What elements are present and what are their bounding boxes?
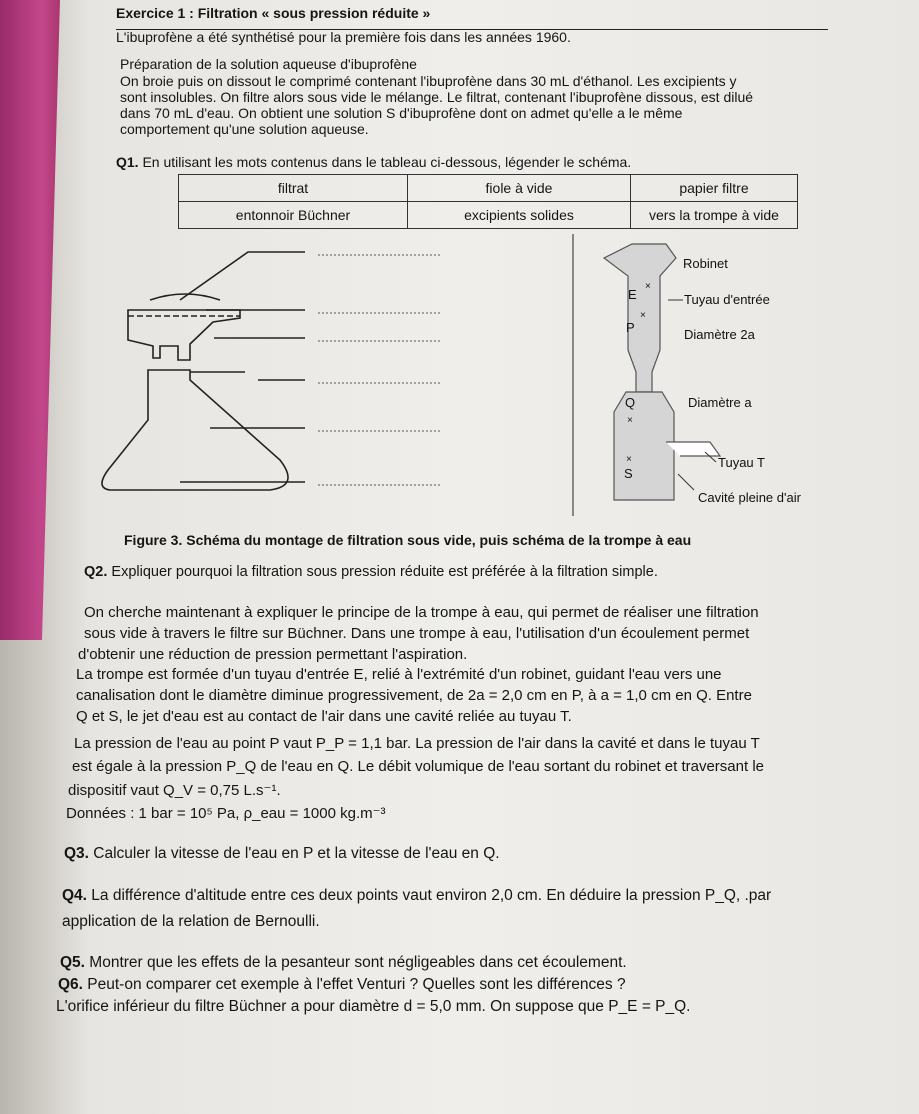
body-line: On cherche maintenant à expliquer le principe de la trompe à eau, qui permet de réaliser une filtration xyxy=(84,604,759,621)
body-line: canalisation dont le diamètre diminue progressivement, de 2a = 2,0 cm en P, à a = 1,0 cm en Q. Entre xyxy=(76,687,752,704)
point-p-label: P xyxy=(626,320,635,335)
diametre-a-label: Diamètre a xyxy=(688,395,752,410)
preparation-line: dans 70 mL d'eau. On obtient une solution S d'ibuprofène dont on admet qu'elle a le même xyxy=(120,105,683,121)
question-6-text: Peut-on comparer cet exemple à l'effet Venturi ? Quelles sont les différences ? xyxy=(87,976,626,993)
final-statement: L'orifice inférieur du filtre Büchner a pour diamètre d = 5,0 mm. On suppose que P_E = P_Q. xyxy=(56,998,691,1015)
question-5-text: Montrer que les effets de la pesanteur sont négligeables dans cet écoulement. xyxy=(89,954,627,971)
question-3-text: Calculer la vitesse de l'eau en P et la vitesse de l'eau en Q. xyxy=(93,845,500,862)
point-s-label: S xyxy=(624,466,633,481)
word-cell: vers la trompe à vide xyxy=(631,202,798,229)
question-4 xyxy=(62,887,771,904)
body-line: La trompe est formée d'un tuyau d'entrée E, relié à l'extrémité d'un robinet, guidant l'eau vers une xyxy=(76,666,722,683)
word-cell: excipients solides xyxy=(408,202,631,229)
question-4-label: Q4. xyxy=(62,887,87,904)
preparation-line: comportement qu'une solution aqueuse. xyxy=(120,121,369,137)
question-3 xyxy=(64,845,500,862)
question-4-continued: application de la relation de Bernoulli. xyxy=(62,913,320,930)
cavite-label: Cavité pleine d'air xyxy=(698,490,801,505)
trompe-cavity xyxy=(614,392,674,500)
question-6-label: Q6. xyxy=(58,976,83,993)
tuyau-t-label: Tuyau T xyxy=(718,455,765,470)
donnees-line: Données : 1 bar = 10⁵ Pa, ρ_eau = 1000 kg.m⁻³ xyxy=(66,805,386,822)
pointer-line xyxy=(678,474,694,490)
body-line: Q et S, le jet d'eau est au contact de l'air dans une cavité reliée au tuyau T. xyxy=(76,708,572,725)
question-6 xyxy=(58,976,626,993)
preparation-line: On broie puis on dissout le comprimé contenant l'ibuprofène dans 30 mL d'éthanol. Les excipients y xyxy=(120,73,737,89)
question-1-label: Q1. xyxy=(116,154,139,170)
question-2-label: Q2. xyxy=(84,564,108,580)
question-3-label: Q3. xyxy=(64,845,89,862)
body-line: est égale à la pression P_Q de l'eau en Q. Le débit volumique de l'eau sortant du robinet et traversant le xyxy=(72,758,764,775)
cross-marker: × xyxy=(640,310,646,321)
preparation-line: sont insolubles. On filtre alors sous vide le mélange. Le filtrat, contenant l'ibuprofène dissous, est dilué xyxy=(120,89,754,105)
preparation-heading: Préparation de la solution aqueuse d'ibuprofène xyxy=(120,56,417,72)
word-cell: papier filtre xyxy=(631,175,798,202)
robinet-label: Robinet xyxy=(683,256,728,271)
cross-marker: × xyxy=(626,454,632,465)
body-line: d'obtenir une réduction de pression permettant l'aspiration. xyxy=(78,646,468,663)
question-5 xyxy=(60,954,627,971)
word-cell: fiole à vide xyxy=(408,175,631,202)
point-e-label: E xyxy=(628,287,637,302)
word-cell: entonnoir Büchner xyxy=(179,202,408,229)
body-line: sous vide à travers le filtre sur Büchner. Dans une trompe à eau, l'utilisation d'un écoulement permet xyxy=(84,625,750,642)
exercise-intro: L'ibuprofène a été synthétisé pour la première fois dans les années 1960. xyxy=(116,29,571,45)
question-2-text: Expliquer pourquoi la filtration sous pression réduite est préférée à la filtration simple. xyxy=(111,564,658,580)
cross-marker: × xyxy=(627,415,633,426)
cross-marker: × xyxy=(645,281,651,292)
question-4-text: La différence d'altitude entre ces deux points vaut environ 2,0 cm. En déduire la pression P_Q, .par xyxy=(91,887,772,904)
point-q-label: Q xyxy=(625,395,636,410)
figure-caption: Figure 3. Schéma du montage de filtration sous vide, puis schéma de la trompe à eau xyxy=(124,532,692,548)
question-5-label: Q5. xyxy=(60,954,85,971)
diametre-2a-label: Diamètre 2a xyxy=(684,327,755,342)
exercise-title: Exercice 1 : Filtration « sous pression réduite » xyxy=(116,5,431,21)
question-1-text: En utilisant les mots contenus dans le tableau ci-dessous, légender le schéma. xyxy=(142,154,632,170)
body-line: La pression de l'eau au point P vaut P_P = 1,1 bar. La pression de l'air dans la cavité et dans le tuyau T xyxy=(74,735,760,752)
question-2 xyxy=(84,564,658,581)
body-line: dispositif vaut Q_V = 0,75 L.s⁻¹. xyxy=(68,782,281,799)
tuyau-entree-label: Tuyau d'entrée xyxy=(684,292,770,307)
word-cell: filtrat xyxy=(179,175,408,202)
